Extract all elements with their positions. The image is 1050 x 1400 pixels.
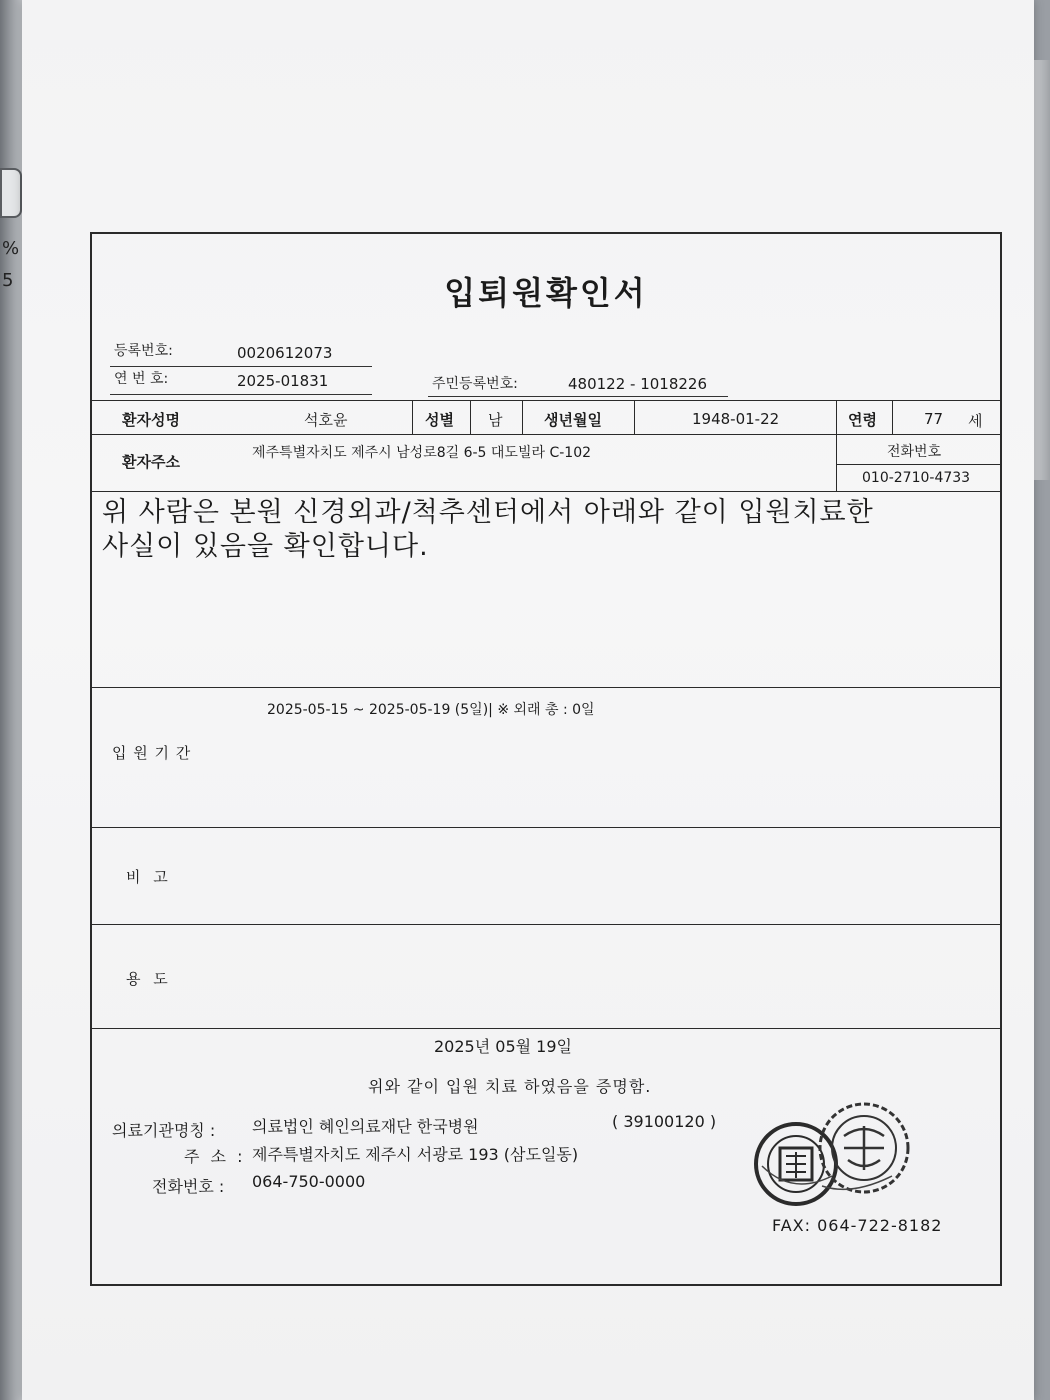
footer-phone-label: 전화번호 : <box>152 1177 225 1196</box>
table-top-line <box>92 400 1000 401</box>
resident-id-number: 480122 - 1018226 <box>568 375 708 393</box>
footer-address-label: 주 소 : <box>184 1147 246 1166</box>
serial-label: 연 번 호: <box>114 371 169 387</box>
patient-name-label: 환자성명 <box>122 411 180 429</box>
patient-name: 석호윤 <box>304 411 348 429</box>
col-divider <box>522 400 523 434</box>
admission-period: 2025-05-15 ~ 2025-05-19 (5일)| ※ 외래 총 : 0일 <box>267 702 595 718</box>
period-top-line <box>92 687 1000 688</box>
edge-percent: % <box>2 238 20 259</box>
footer-top-line <box>92 1028 1000 1029</box>
patient-row-line <box>92 434 1000 435</box>
confirmation-statement <box>102 496 982 564</box>
age-value: 77 <box>924 410 944 428</box>
official-seal-icon <box>752 1096 922 1216</box>
institution-label: 의료기관명칭 : <box>112 1121 216 1140</box>
purpose-label: 용 도 <box>126 970 172 988</box>
col-divider <box>470 400 471 434</box>
registration-label: 등록번호: <box>114 343 173 359</box>
document-title: 입퇴원확인서 <box>444 274 648 312</box>
institution-code: ( 39100120 ) <box>612 1112 717 1131</box>
document-paper <box>22 0 1034 1400</box>
purpose-top-line <box>92 924 1000 925</box>
patient-phone: 010-2710-4733 <box>862 470 971 486</box>
remarks-top-line <box>92 827 1000 828</box>
col-divider <box>634 400 635 434</box>
birth-date: 1948-01-22 <box>692 410 780 428</box>
age-label: 연령 <box>848 411 877 429</box>
sex-value: 남 <box>488 411 503 429</box>
period-label: 입 원 기 간 <box>112 744 192 762</box>
edge-digit: 5 <box>2 270 14 291</box>
phone-split-line <box>836 464 1000 465</box>
registration-underline <box>110 366 372 367</box>
statement-line-2: 사실이 있음을 확인합니다. <box>102 531 429 562</box>
sex-label: 성별 <box>425 411 454 429</box>
scanner-knob <box>0 168 22 218</box>
certificate-form <box>90 232 1002 1286</box>
col-divider <box>836 400 837 491</box>
age-unit: 세 <box>968 412 983 430</box>
background-edge <box>1032 60 1050 480</box>
statement-line-1: 위 사람은 본원 신경외과/척추센터에서 아래와 같이 입원치료한 <box>102 497 874 528</box>
fax-number: FAX: 064-722-8182 <box>772 1216 943 1235</box>
issue-date: 2025년 05월 19일 <box>434 1037 572 1056</box>
resident-id-underline <box>428 396 728 397</box>
institution-name: 의료법인 혜인의료재단 한국병원 <box>252 1117 479 1136</box>
footer-phone: 064-750-0000 <box>252 1172 366 1191</box>
registration-number: 0020612073 <box>237 344 333 362</box>
birth-label: 생년월일 <box>544 411 602 429</box>
serial-underline <box>110 394 372 395</box>
address-row-line <box>92 491 1000 492</box>
resident-id-label: 주민등록번호: <box>432 376 518 392</box>
phone-label: 전화번호 <box>887 444 942 460</box>
address-label: 환자주소 <box>122 453 180 471</box>
remarks-label: 비 고 <box>126 868 172 886</box>
col-divider <box>892 400 893 434</box>
certify-text: 위와 같이 입원 치료 하였음을 증명함. <box>368 1077 652 1096</box>
col-divider <box>412 400 413 434</box>
footer-address: 제주특별자치도 제주시 서광로 193 (삼도일동) <box>252 1145 579 1164</box>
serial-number: 2025-01831 <box>237 372 329 390</box>
patient-address: 제주특별자치도 제주시 남성로8길 6-5 대도빌라 C-102 <box>252 445 592 461</box>
